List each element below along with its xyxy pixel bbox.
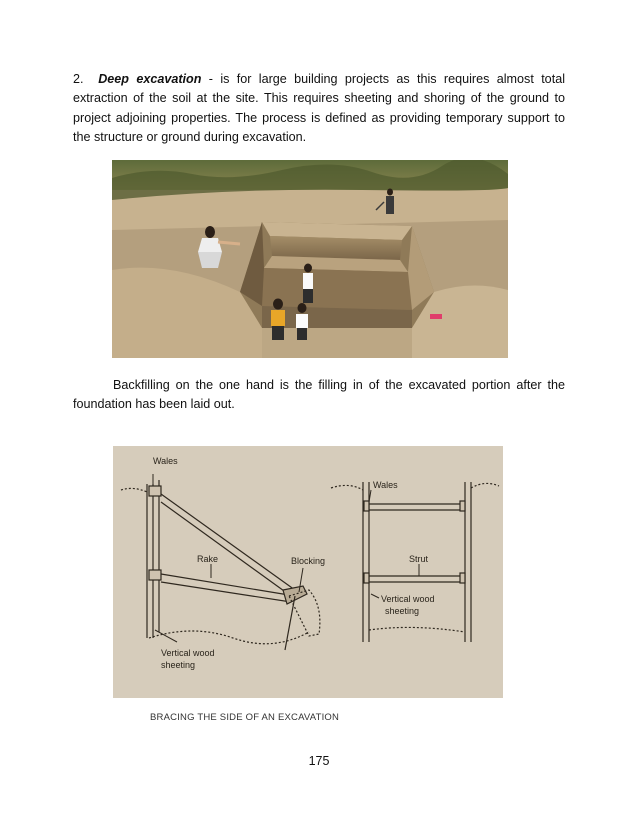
- page-number: 175: [308, 754, 330, 768]
- label-blocking: Blocking: [291, 556, 326, 566]
- list-number: 2.: [73, 72, 84, 86]
- label-rake: Rake: [197, 554, 219, 564]
- paragraph-backfilling: Backfilling on the one hand is the filling in of the excavated portion after the foundation has been laid out.: [73, 378, 565, 412]
- bracing-diagram: [113, 446, 503, 698]
- label-vertical-wood-left-line2: sheeting: [161, 660, 196, 670]
- paragraph-deep-excavation-text: - is for large building projects as this requires almost total extraction of the soil at the site. This requires sheeting and shoring of the ground to project adjoining properties. The process is defined as providing temporary support to the structure or ground during excavation.: [73, 72, 565, 145]
- label-vertical-wood-left-line1: Vertical wood: [161, 648, 215, 658]
- label-wales-right: Wales: [373, 480, 398, 490]
- paragraph-deep-excavation: [73, 70, 565, 148]
- label-vertical-wood-right-line1: Vertical wood: [381, 594, 435, 604]
- figure-caption: BRACING THE SIDE OF AN EXCAVATION: [150, 712, 340, 723]
- label-vertical-wood-right-line2: sheeting: [385, 606, 420, 616]
- excavation-photo: [112, 160, 508, 358]
- label-wales-left: Wales: [153, 456, 178, 466]
- term-deep-excavation: Deep excavation: [98, 72, 202, 86]
- label-strut: Strut: [409, 554, 429, 564]
